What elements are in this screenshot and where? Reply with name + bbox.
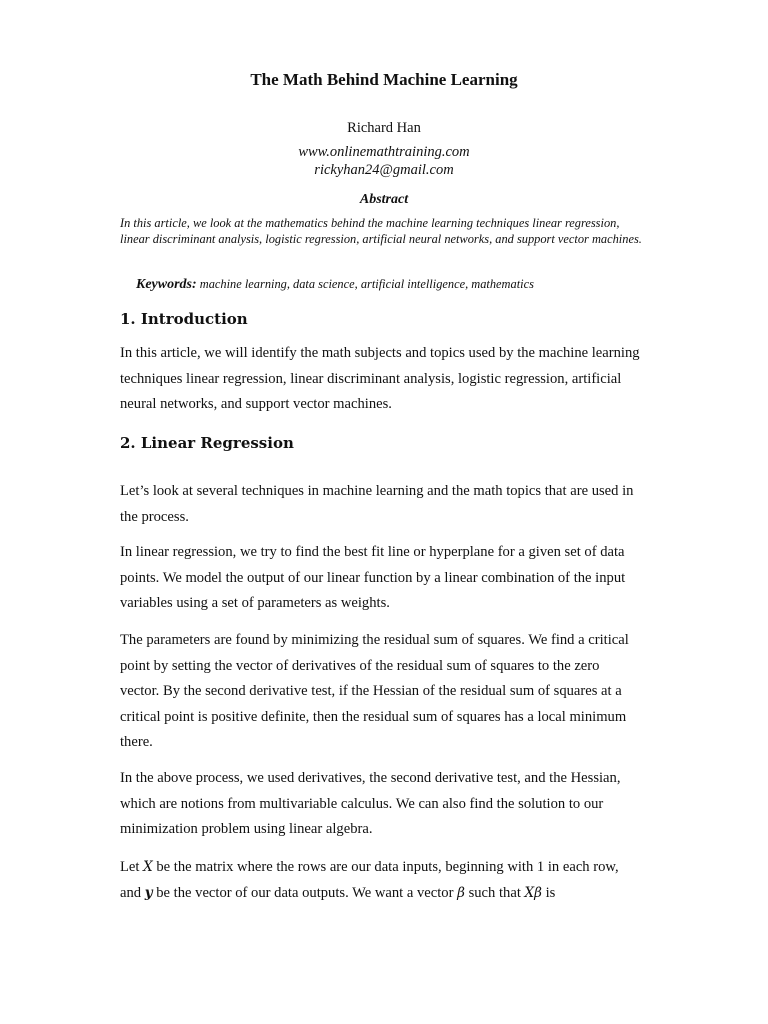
linreg-paragraph-2: In linear regression, we try to find the best fit line or hyperplane for a given set of data points. We model the output of our linear function by a linear combination of the input variables using a set of parameters as weights. (120, 544, 626, 612)
keywords-label: Keywords: (136, 277, 197, 292)
abstract-body: In this article, we look at the mathematics behind the machine learning techniques linear regression, linear discriminant analysis, logistic regression, artificial neural networks, and support vector machines. (120, 216, 642, 246)
intro-paragraph: In this article, we will identify the math subjects and topics used by the machine learning techniques linear regression, linear discriminant analysis, logistic regression, artificial neural networks, and support vector machines. (120, 345, 640, 413)
keywords-list: machine learning, data science, artificial intelligence, mathematics (199, 277, 534, 291)
linreg-paragraph-4: In the above process, we used derivatives, the second derivative test, and the Hessian, which are notions from multivariable calculus. We can also find the solution to our minimization problem using linear algebra. (120, 770, 621, 838)
linreg-paragraph-3: The parameters are found by minimizing the residual sum of squares. We find a critical point by setting the vector of derivatives of the residual sum of squares to the zero vector. By the second derivative test, if the Hessian of the residual sum of squares at a critical point is positive definite, then the residual sum of squares has a local minimum there. (120, 632, 629, 751)
paper-title: The Math Behind Machine Learning (250, 70, 518, 89)
author-email: rickyhan24@gmail.com (314, 162, 454, 178)
author-name: Richard Han (347, 120, 421, 136)
section-heading-introduction: 1. Introduction (120, 310, 248, 328)
linreg-paragraph-1: Let’s look at several techniques in machine learning and the math topics that are used in the process. (120, 483, 634, 525)
text-run: is (541, 884, 556, 901)
author-website: www.onlinemathtraining.com (298, 144, 470, 160)
math-beta: β (457, 884, 465, 901)
linreg-paragraph-5 (120, 855, 642, 906)
math-x-matrix: X (143, 859, 153, 875)
math-y-vector: y (144, 884, 153, 901)
text-run: be the matrix where the rows are our data inputs, beginning with 1 in each row, and (120, 859, 619, 901)
math-x-beta: Xβ (524, 884, 542, 901)
text-run: be the vector of our data outputs. We want a vector (152, 884, 458, 901)
keywords-line (136, 277, 676, 293)
abstract-heading: Abstract (359, 192, 409, 207)
text-run: such that (464, 884, 525, 901)
section-heading-linear-regression: 2. Linear Regression (120, 434, 294, 452)
text-run: Let (120, 859, 144, 875)
